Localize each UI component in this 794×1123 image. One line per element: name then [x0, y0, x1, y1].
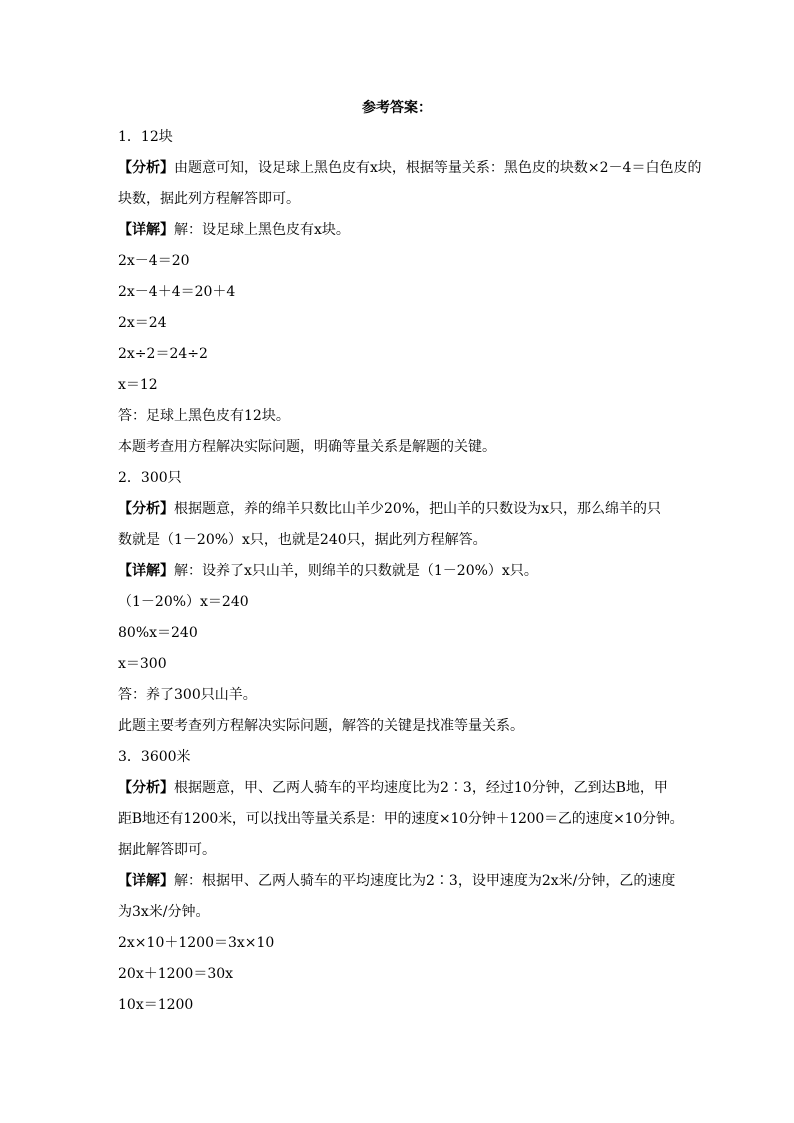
answer-3-step-1: 2x×10＋1200＝3x×10 [118, 935, 275, 951]
answer-3-detail [118, 866, 688, 897]
answer-3-analysis [118, 773, 688, 804]
answer-1-step-5: x＝12 [118, 377, 158, 393]
answer-2-step-1: （1－20%）x＝240 [118, 594, 249, 610]
answer-1-detail [118, 215, 688, 246]
section-text: 解：设养了x只山羊，则绵羊的只数就是（1－20%）x只。 [174, 563, 538, 579]
answer-2-step-2: 80%x＝240 [118, 625, 198, 641]
answer-2-conclusion: 答：养了300只山羊。 [118, 687, 257, 703]
answer-2-analysis [118, 494, 688, 525]
answer-content [118, 122, 702, 1021]
answer-1-step-2: 2x－4＋4＝20＋4 [118, 284, 236, 300]
section-tag: 【分析】 [118, 501, 174, 517]
answer-3-heading: 3．3600米 [118, 749, 191, 765]
answer-1-heading: 1．12块 [118, 129, 173, 145]
section-tag: 【详解】 [118, 873, 174, 889]
answer-3-analysis-cont: 距B地还有1200米，可以找出等量关系是：甲的速度×10分钟＋1200＝乙的速度×10分钟。 [118, 811, 684, 827]
answer-3-step-2: 20x＋1200＝30x [118, 966, 234, 982]
answer-1-analysis-cont: 块数，据此列方程解答即可。 [118, 191, 300, 207]
answer-2-step-3: x＝300 [118, 656, 167, 672]
section-tag: 【详解】 [118, 563, 174, 579]
section-text: 解：根据甲、乙两人骑车的平均速度比为2∶3，设甲速度为2x米/分钟，乙的速度 [174, 873, 676, 889]
answer-3-step-3: 10x＝1200 [118, 997, 194, 1013]
answer-1-step-1: 2x－4＝20 [118, 253, 190, 269]
section-text: 根据题意，养的绵羊只数比山羊少20%，把山羊的只数设为x只，那么绵羊的只 [174, 501, 662, 517]
answer-1-step-4: 2x÷2＝24÷2 [118, 346, 208, 362]
answer-1-comment: 本题考查用方程解决实际问题，明确等量关系是解题的关键。 [118, 439, 496, 455]
page-title: 参考答案： [362, 100, 432, 116]
answer-1-step-3: 2x＝24 [118, 315, 167, 331]
answer-3-analysis-end: 据此解答即可。 [118, 842, 216, 858]
answer-1-analysis [118, 153, 702, 184]
section-tag: 【详解】 [118, 222, 174, 238]
section-text: 解：设足球上黑色皮有x块。 [174, 222, 350, 238]
section-tag: 【分析】 [118, 160, 174, 176]
answer-2-comment: 此题主要考查列方程解决实际问题，解答的关键是找准等量关系。 [118, 718, 524, 734]
answer-2-detail [118, 556, 688, 587]
section-text: 由题意可知，设足球上黑色皮有x块，根据等量关系：黑色皮的块数×2－4＝白色皮的 [174, 160, 702, 176]
answer-2-analysis-cont: 数就是（1－20%）x只，也就是240只，据此列方程解答。 [118, 532, 487, 548]
answer-3-detail-cont: 为3x米/分钟。 [118, 904, 210, 920]
section-text: 根据题意，甲、乙两人骑车的平均速度比为2∶3，经过10分钟，乙到达B地，甲 [174, 780, 668, 796]
section-tag: 【分析】 [118, 780, 174, 796]
answer-1-conclusion: 答：足球上黑色皮有12块。 [118, 408, 290, 424]
answer-2-heading: 2．300只 [118, 470, 182, 486]
